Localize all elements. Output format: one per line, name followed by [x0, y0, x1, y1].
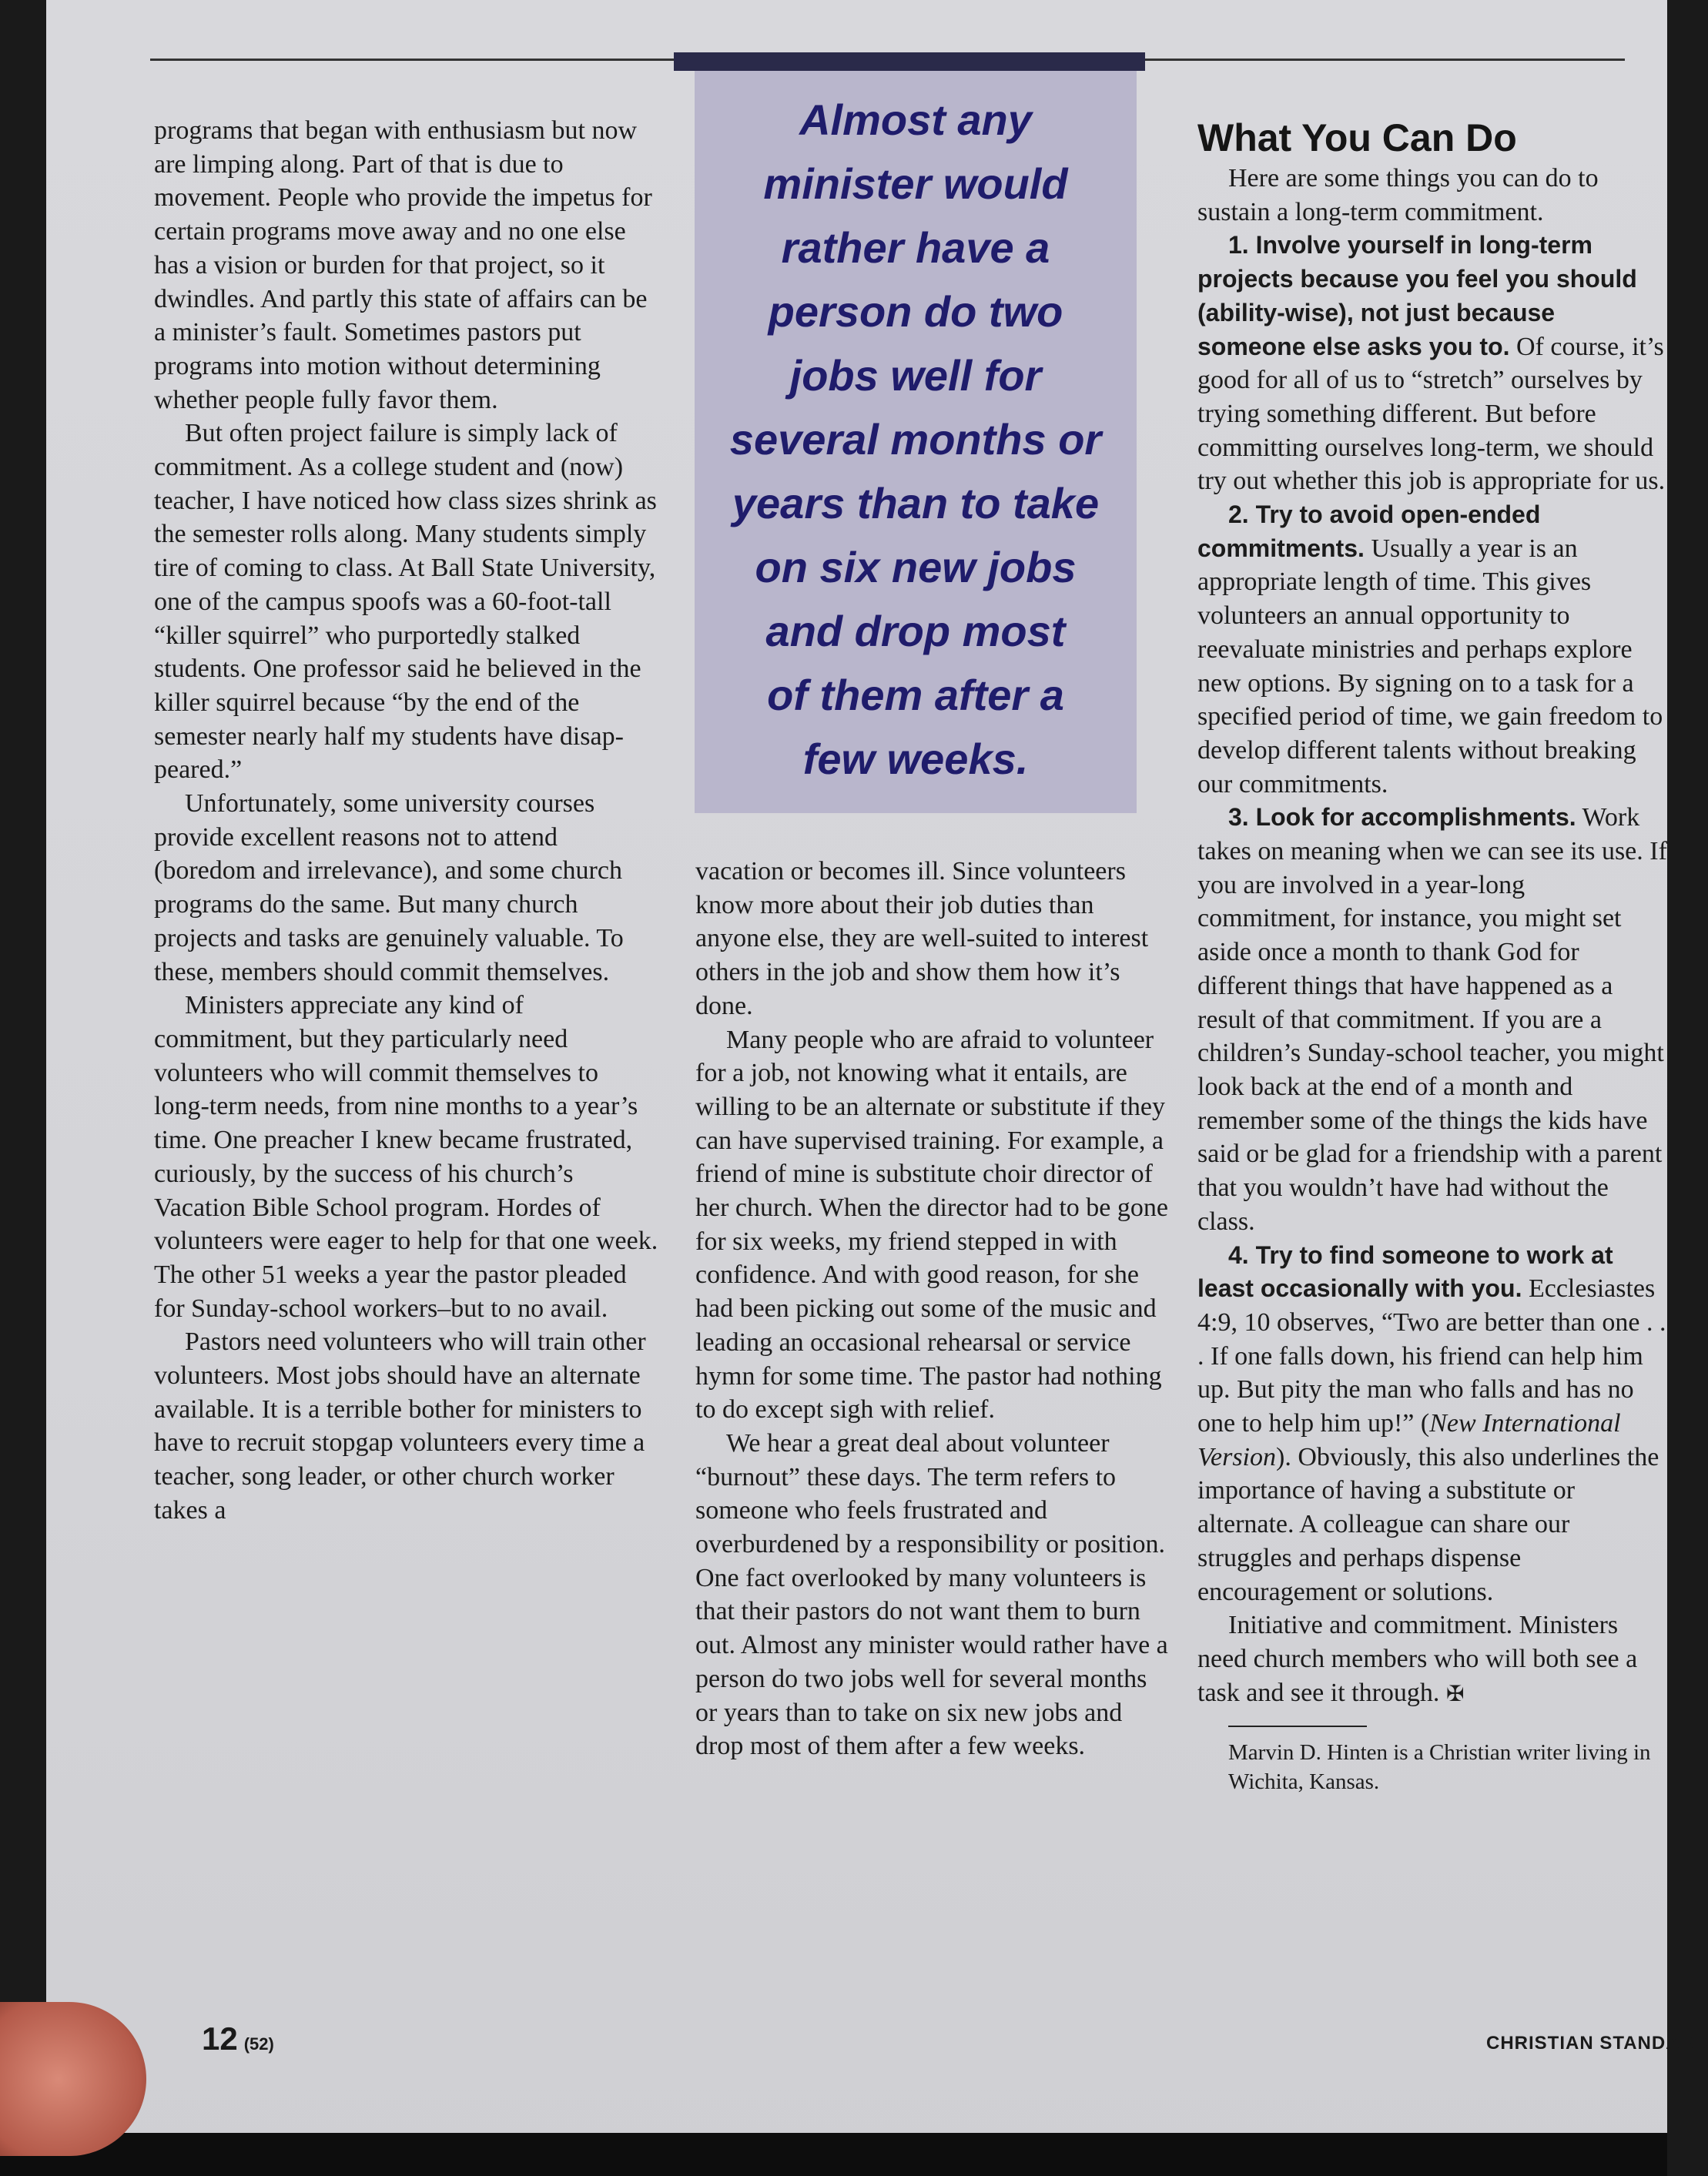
end-mark-icon: ✠ [1445, 1680, 1465, 1706]
tip-heading: 4. Try to find someone to work at least occasionally with you. [1197, 1240, 1613, 1303]
paragraph: Pastors need volunteers who will train other volunteers. Most jobs should have an alternate available. It is a terrible bother for ministers to have to recruit stopgap volunteers every time a teacher, song leader, or other church worker takes a [154, 1327, 646, 1525]
bio-rule [1228, 1726, 1367, 1727]
paragraph: Unfortunately, some university courses provide excellent reasons not to attend (boredom and irrelevance), and some church programs do the same. But many church projects and tasks are genuinely valuable. To these, members should commit themselves. [154, 789, 624, 986]
tip-body-italic: New International Version [1197, 1409, 1621, 1471]
middle-column [695, 855, 1173, 1763]
sidebar-title: What You Can Do [1197, 116, 1517, 159]
paragraph: We hear a great deal about volunteer “burnout” these days. The term refers to someone who feels frustrated and overburdened by a responsibility or position. One fact overlooked by many volunteers is that their pastors do not want them to burn out. Almost any minister would rather have a person do two jobs well for several months or years than to take on six new jobs and drop most of them after a few weeks. [695, 1428, 1168, 1761]
paragraph: programs that began with enthusiasm but now are limping along. Part of that is due to movement. People who provide the impetus for certain programs move away and no one else has a vision or burden for that project, so it dwindles. And partly this state of affairs can be a minister’s fault. Sometimes pastors put programs into motion without determining whether people fully favor them. [154, 116, 652, 414]
left-column [154, 114, 658, 1528]
paragraph: Many people who are afraid to volunteer for a job, not knowing what it entails, are willing to be an alternate or substitute if they can have supervised training. For example, a friend of mine is substitute choir director of her church. When the director had to be gone for six weeks, my friend stepped in with confidence. And with good reason, for she had been picking out some of the music and leading an occasional rehearsal or service hymn for some time. The pastor had nothing to do except sigh with relief. [695, 1025, 1168, 1424]
magazine-name: CHRISTIAN STANDARD [1486, 2033, 1708, 2054]
paragraph: vacation or becomes ill. Since volunteers know more about their job duties than anyone else, they are well-suited to interest others in the job and show them how it’s done. [695, 857, 1149, 1020]
paragraph: Ministers appreciate any kind of commitment, but they particularly need volunteers who will commit themselves to long-term needs, from nine months to a year’s time. One preacher I knew became frustrated, curiously, by the success of his church’s Vacation Bible School program. Hordes of volunteers were eager to help for that one week. The other 51 weeks a year the pastor pleaded for Sunday-school workers–but to no avail. [154, 991, 658, 1323]
tip-body: Of course, it’s good for all of us to “stretch” ourselves by trying something different. But before committing ourselves long-term, we should try out whether this job is appropriate for us. [1197, 332, 1666, 496]
bottom-shadow [0, 2133, 1667, 2176]
tip-item [1197, 498, 1667, 801]
tip-heading: 1. Involve yourself in long-term projects because you feel you should (ability-wise), not just because someone else asks you to. [1197, 231, 1637, 360]
tip-body-part: ). Obviously, this also underlines the importance of having a substitute or alternate. A colleague can share our struggles and perhaps dispense encouragement or solutions. [1197, 1442, 1659, 1606]
top-rule-accent [674, 52, 1145, 71]
tip-heading: 2. Try to avoid open-ended commitments. [1197, 500, 1541, 562]
author-bio: Marvin D. Hinten is a Christian writer living in Wichita, Kansas. [1228, 1740, 1651, 1795]
tip-body [1197, 1274, 1666, 1605]
sidebar-closing [1197, 1609, 1667, 1710]
tip-body-part: Ecclesiastes 4:9, 10 observes, “Two are better than one . . . If one falls down, his friend can help him up. But pity the man who falls and has no one to help him up!” ( [1197, 1274, 1666, 1438]
tip-item [1197, 229, 1667, 498]
pull-quote-box [695, 71, 1137, 813]
tip-body: Work takes on meaning when we can see its use. If you are involved in a year-long commitment, for instance, you might set aside once a month to thank God for different things that have happened as a result of that commitment. If you are a children’s Sunday-school teacher, you might look back at the end of a month and remember some of the things the kids have said or be glad for a friendship with a parent that you wouldn’t have had without the class. [1197, 803, 1667, 1236]
paragraph: But often project failure is simply lack of commitment. As a college student and (now) teacher, I have noticed how class sizes shrink as the semester rolls along. Many students simply tire of coming to class. At Ball State University, one of the campus spoofs was a 60-foot-tall “killer squirrel” who purportedly stalked students. One professor said he believed in the killer squirrel because “by the end of the semester nearly half my students have disap-peared.” [154, 419, 657, 785]
tip-item [1197, 801, 1667, 1238]
page-number-secondary: (52) [243, 2034, 274, 2054]
page-number [202, 2020, 274, 2057]
pull-quote-text: Almost any minister would rather have a person do two jobs well for several months or years than to take on six new jobs and drop most of them after a few weeks. [729, 95, 1102, 783]
closing-text: Initiative and commitment. Ministers need church members who will both see a task and see it through. [1197, 1611, 1638, 1707]
sidebar-intro: Here are some things you can do to sustain a long-term commitment. [1197, 164, 1599, 226]
tip-heading: 3. Look for accomplishments. [1228, 803, 1576, 832]
tip-item [1197, 1239, 1667, 1609]
page-number-main: 12 [202, 2020, 238, 2057]
sidebar-column [1197, 162, 1667, 1796]
tip-body: Usually a year is an appropriate length of time. This gives volunteers an annual opportunity to reevaluate ministries and perhaps explore new options. By signing on to a task for a specified period of time, we gain freedom to develop different talents without breaking our commitments. [1197, 534, 1663, 798]
